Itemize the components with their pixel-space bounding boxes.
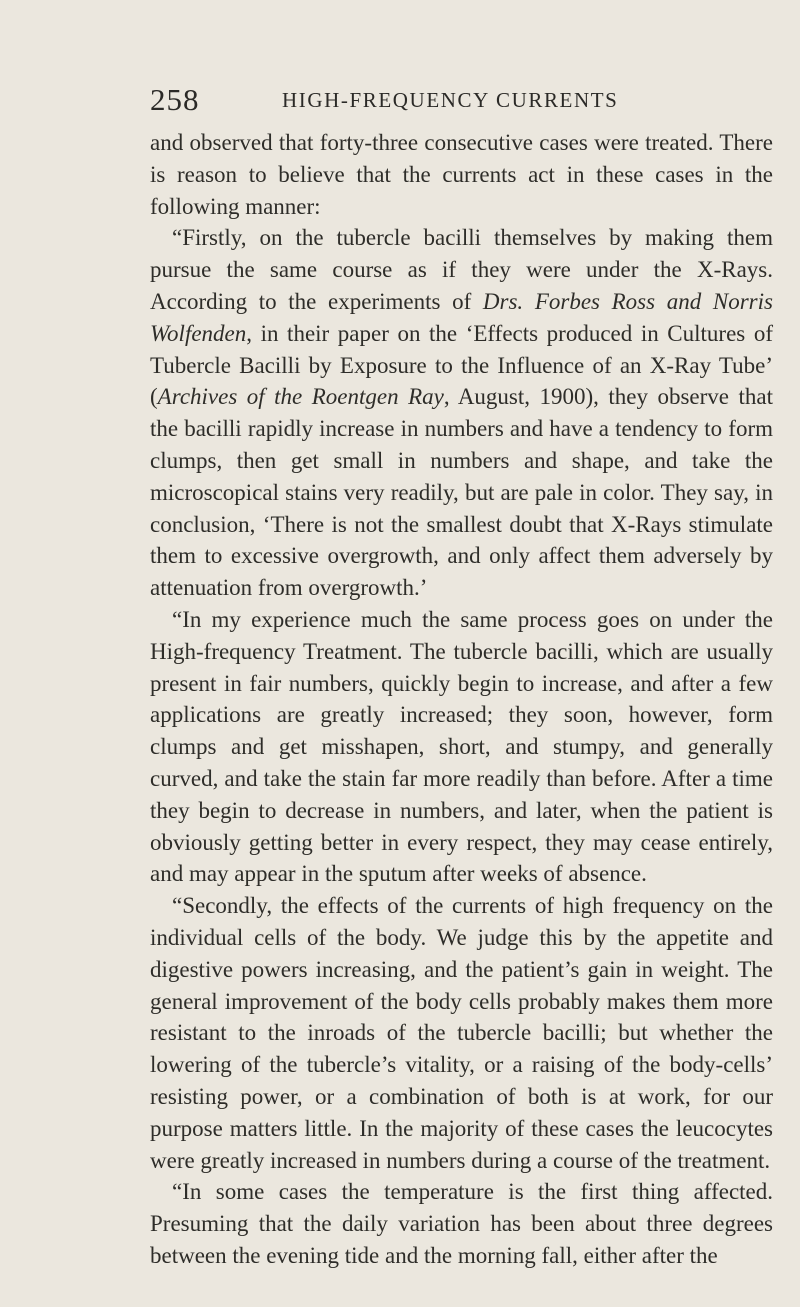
paragraph-2-text-b: , in their paper on the ‘Effects produced in Cultures of Tubercle Bacilli by Exposure to the Influence of an X-Ray Tube’ ( <box>150 320 773 410</box>
paragraph-2-journal: Archives of the Roentgen Ray <box>157 384 444 410</box>
paragraph-5: “In some cases the temperature is the first thing affected. Presuming that the daily variation has been about three degrees between the evening tide and the morning fall, either after the <box>150 1179 773 1268</box>
running-head: HIGH-FREQUENCY CURRENTS <box>282 88 619 112</box>
paragraph-2-names: Drs. Forbes Ross and Norris Wolfenden <box>150 288 773 346</box>
paragraph-2-text-a: “Firstly, on the tubercle bacilli themselves by making them pursue the same course as if they were under the X-Rays. According to the experiments of <box>150 225 773 314</box>
paragraph-2-text-c: , August, 1900), they observe that the bacilli rapidly increase in numbers and have a tendency to form clumps, then get small in numbers and shape, and take the microscopical stains very readily, but are pale in color. They say, in conclusion, ‘There is not the smallest doubt that X-Rays stimulate them to excessive overgrowth, and only affect them adversely by attenuation from overgrowth.’ <box>150 384 773 601</box>
paragraph-1: and observed that forty-three consecutive cases were treated. There is reason to believe that the currents act in these cases in the following manner: <box>150 130 773 219</box>
body-text <box>150 127 773 1272</box>
page-header <box>150 82 740 116</box>
paragraph-2 <box>150 222 773 604</box>
page-number: 258 <box>150 82 200 117</box>
paragraph-4: “Secondly, the effects of the currents of high frequency on the individual cells of the body. We judge this by the appetite and digestive powers increasing, and the patient’s gain in weight. The general improvement of the body cells probably makes them more resistant to the inroads of the tubercle bacilli; but whether the lowering of the tubercle’s vitality, or a raising of the body-cells’ resisting power, or a combination of both is at work, for our purpose matters little. In the majority of these cases the leucocytes were greatly increased in numbers during a course of the treatment. <box>150 893 773 1173</box>
paragraph-3: “In my experience much the same process goes on under the High-frequency Treatment. The tubercle bacilli, which are usually present in fair numbers, quickly begin to increase, and after a few applications are greatly increased; they soon, however, form clumps and get misshapen, short, and stumpy, and generally curved, and take the stain far more readily than before. After a time they begin to decrease in numbers, and later, when the patient is obviously getting better in every respect, they may cease entirely, and may appear in the sputum after weeks of absence. <box>150 606 773 887</box>
